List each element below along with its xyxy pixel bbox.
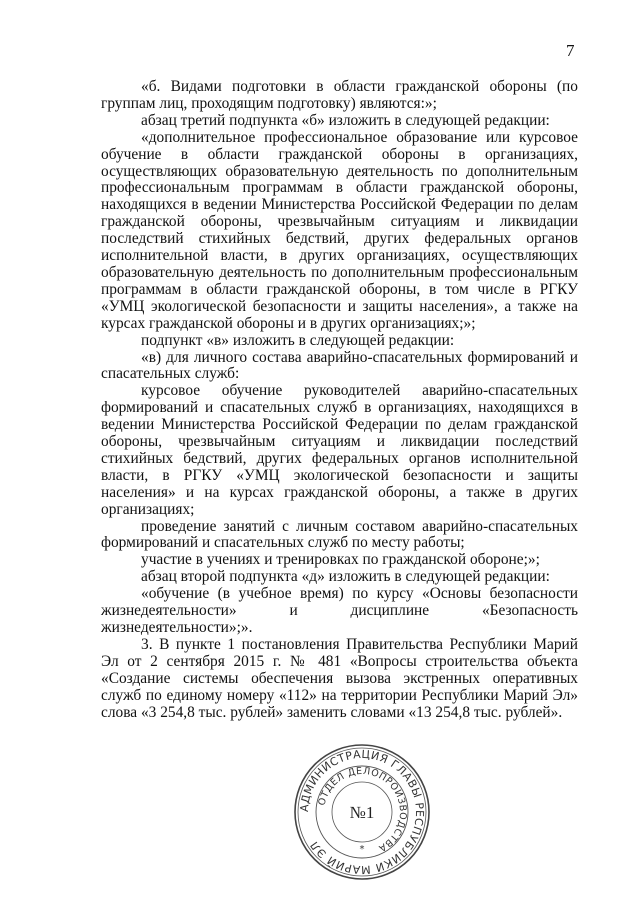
paragraph: «б. Видами подготовки в области гражданской обороны (по группам лиц, проходящим подготовку) являются:»; — [101, 78, 578, 112]
seal-star: * — [359, 844, 365, 855]
paragraph: «дополнительное профессиональное образование или курсовое обучение в области гражданской обороны в организациях, осуществляющих образовательную деятельность по дополнительным профессиональным программам в области гражданской обороны, находящихся в ведении Министерства Российской Федерации по делам гражданской обороны, чрезвычайным ситуациям и ликвидации последствий стихийных бедствий, других федеральных органов исполнительной власти, в других организациях, осуществляющих образовательную деятельность по дополнительным профессиональным программам в области гражданской обороны, в том числе в РГКУ «УМЦ экологической безопасности и защиты населения», а также на курсах гражданской обороны и в других организациях;»; — [101, 128, 578, 332]
official-seal — [292, 742, 432, 882]
paragraph: «обучение (в учебное время) по курсу «Основы безопасности жизнедеятельности» и дисциплине «Безопасность жизнедеятельности»;». — [101, 585, 578, 636]
page-number: 7 — [566, 41, 575, 60]
paragraph: 3. В пункте 1 постановления Правительства Республики Марий Эл от 2 сентября 2015 г. № 481 «Вопросы строительства объекта «Создание системы обеспечения вызова экстренных оперативных служб по единому номеру «112» на территории Республики Марий Эл» слова «3 254,8 тыс. рублей» заменить словами «13 254,8 тыс. рублей». — [101, 635, 578, 721]
paragraph: абзац второй подпункта «д» изложить в следующей редакции: — [141, 568, 550, 586]
paragraph: проведение занятий с личным составом аварийно-спасательных формирований и спасательных служб по месту работы; — [101, 517, 578, 552]
paragraph: абзац третий подпункта «б» изложить в следующей редакции: — [141, 111, 550, 129]
seal-inner-text: ОТДЕЛ ДЕЛОПРОИЗВОДСТВА — [316, 765, 409, 854]
paragraph: участие в учениях и тренировках по гражданской обороне;»; — [141, 551, 540, 569]
seal-outer-text: АДМИНИСТРАЦИЯ ГЛАВЫ РЕСПУБЛИКИ МАРИЙ ЭЛ — [297, 747, 427, 877]
paragraph: курсовое обучение руководителей аварийно-спасательных формирований и спасательных служб в организациях, находящихся в ведении Министерства Российской Федерации по делам гражданской обороны, чрезвычайным ситуациям и ликвидации последствий стихийных бедствий, других федеральных органов исполнительной власти, в РГКУ «УМЦ экологической безопасности и защиты населения» и на курсах гражданской обороны, а также в других организациях; — [101, 382, 578, 518]
seal-graphic — [292, 742, 432, 882]
seal-number: №1 — [349, 803, 375, 822]
paragraph: «в) для личного состава аварийно-спасательных формирований и спасательных служб: — [101, 348, 578, 383]
paragraph: подпункт «в» изложить в следующей редакции: — [141, 331, 455, 349]
document-body — [101, 79, 578, 721]
